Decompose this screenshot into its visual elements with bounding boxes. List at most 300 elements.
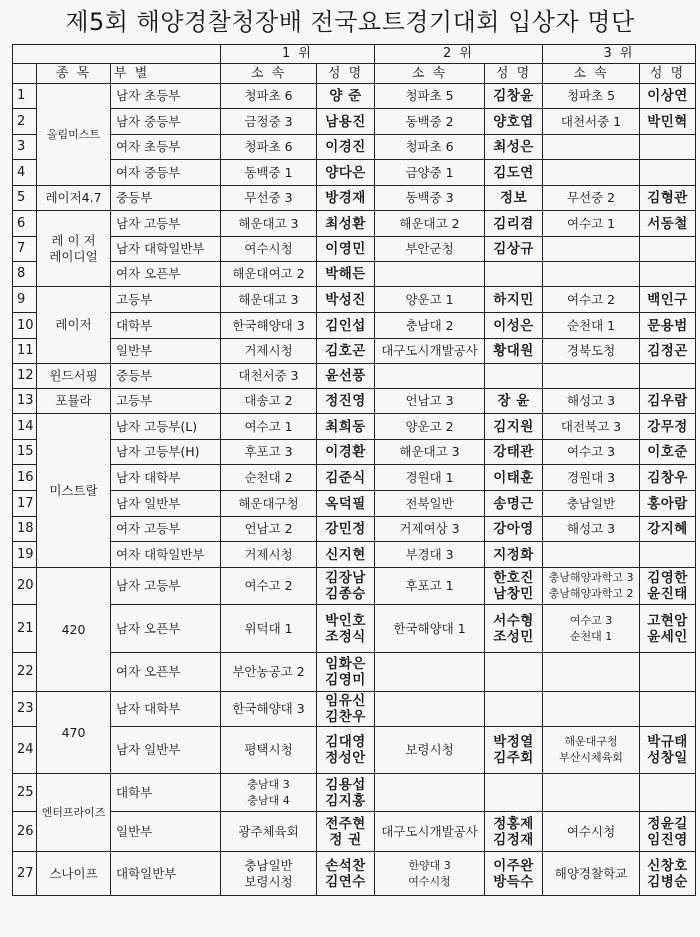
division-name: 고등부 bbox=[111, 287, 221, 313]
affiliation-1 bbox=[221, 727, 317, 774]
affiliation-1 bbox=[221, 160, 317, 186]
table-row bbox=[13, 692, 696, 727]
affiliation-1 bbox=[221, 414, 317, 440]
affiliation-1 bbox=[221, 389, 317, 414]
athlete-name-3 bbox=[640, 237, 696, 262]
affiliation-2 bbox=[375, 135, 485, 160]
athlete-name-2-line: 방득수 bbox=[493, 873, 534, 890]
division-name: 중등부 bbox=[111, 364, 221, 389]
athlete-name-2-line: 한호진 bbox=[493, 570, 534, 586]
affiliation-3-line: 해양경찰학교 bbox=[554, 865, 628, 881]
affiliation-2-line: 양운고 2 bbox=[405, 418, 454, 434]
affiliation-3 bbox=[543, 852, 640, 896]
affiliation-1 bbox=[221, 287, 317, 313]
affiliation-1-line: 한국해양대 3 bbox=[232, 317, 305, 333]
affiliation-3 bbox=[543, 414, 640, 440]
athlete-name-1 bbox=[317, 339, 375, 364]
athlete-name-2-line: 강아영 bbox=[493, 521, 534, 537]
athlete-name-3 bbox=[640, 852, 696, 896]
division-name: 남자 고등부 bbox=[111, 568, 221, 605]
athlete-name-1-line: 최성환 bbox=[325, 215, 366, 232]
affiliation-2 bbox=[375, 727, 485, 774]
division-name: 대학일반부 bbox=[111, 852, 221, 896]
header-division: 부 별 bbox=[111, 64, 221, 84]
header-org-2: 소 속 bbox=[375, 64, 485, 84]
athlete-name-2-line: 장 윤 bbox=[497, 393, 530, 409]
athlete-name-1 bbox=[317, 109, 375, 135]
header-event: 종 목 bbox=[37, 64, 111, 84]
athlete-name-1 bbox=[317, 852, 375, 896]
division-name: 남자 대학일반부 bbox=[111, 237, 221, 262]
affiliation-1-line: 충남일반 bbox=[244, 857, 293, 873]
athlete-name-2-line: 서수형 bbox=[493, 612, 534, 629]
athlete-name-1-line: 남용진 bbox=[325, 113, 366, 130]
division-name: 남자 대학부 bbox=[111, 692, 221, 727]
affiliation-1-line: 청파초 6 bbox=[244, 139, 293, 154]
table-row bbox=[13, 186, 696, 211]
table-row bbox=[13, 852, 696, 896]
division-name: 남자 일반부 bbox=[111, 491, 221, 517]
table-row bbox=[13, 517, 696, 542]
athlete-name-1-line: 전주현 bbox=[325, 815, 366, 832]
athlete-name-3-line: 강무정 bbox=[647, 418, 688, 435]
affiliation-3 bbox=[543, 605, 640, 653]
athlete-name-3 bbox=[640, 692, 696, 727]
affiliation-3 bbox=[543, 517, 640, 542]
affiliation-1 bbox=[221, 364, 317, 389]
athlete-name-1 bbox=[317, 262, 375, 287]
table-row bbox=[13, 414, 696, 440]
athlete-name-2-line: 강태관 bbox=[493, 444, 534, 460]
affiliation-2 bbox=[375, 109, 485, 135]
affiliation-3-line: 해운대구청 bbox=[564, 735, 618, 748]
division-name: 일반부 bbox=[111, 812, 221, 852]
affiliation-2-line: 금양중 1 bbox=[405, 164, 454, 180]
header-name-1: 성 명 bbox=[317, 64, 375, 84]
division-name: 남자 고등부(L) bbox=[111, 414, 221, 440]
athlete-name-1 bbox=[317, 568, 375, 605]
athlete-name-1-line: 김호곤 bbox=[325, 343, 366, 359]
athlete-name-1 bbox=[317, 491, 375, 517]
athlete-name-2-line: 황대원 bbox=[493, 343, 534, 359]
athlete-name-2-line: 정보 bbox=[499, 190, 528, 206]
athlete-name-3-line: 고현암 bbox=[647, 612, 688, 629]
division-name: 여자 대학일반부 bbox=[111, 542, 221, 568]
row-number: 19 bbox=[13, 542, 37, 568]
affiliation-3 bbox=[543, 262, 640, 287]
affiliation-3 bbox=[543, 364, 640, 389]
affiliation-3 bbox=[543, 237, 640, 262]
table-row bbox=[13, 313, 696, 339]
athlete-name-2-line: 이주완 bbox=[493, 857, 534, 874]
affiliation-1-line: 광주체육회 bbox=[238, 823, 299, 839]
row-number: 6 bbox=[13, 211, 37, 237]
athlete-name-2-line: 이태훈 bbox=[493, 469, 534, 486]
affiliation-3 bbox=[543, 692, 640, 727]
row-number: 9 bbox=[13, 287, 37, 313]
affiliation-3-line: 해성고 3 bbox=[566, 521, 616, 536]
athlete-name-1-line: 김찬우 bbox=[325, 709, 366, 725]
athlete-name-1-line: 김대영 bbox=[325, 734, 366, 750]
athlete-name-2 bbox=[485, 491, 543, 517]
header-name-2: 성 명 bbox=[485, 64, 543, 84]
athlete-name-1-line: 양 준 bbox=[329, 88, 362, 104]
athlete-name-3-line: 서동철 bbox=[647, 215, 688, 232]
affiliation-1 bbox=[221, 109, 317, 135]
affiliation-1 bbox=[221, 653, 317, 692]
athlete-name-2-line: 김주회 bbox=[493, 750, 534, 766]
affiliation-2 bbox=[375, 84, 485, 109]
affiliation-2-line: 후포고 1 bbox=[405, 578, 454, 593]
affiliation-3 bbox=[543, 135, 640, 160]
affiliation-1 bbox=[221, 852, 317, 896]
table-row bbox=[13, 237, 696, 262]
table-row bbox=[13, 491, 696, 517]
event-name: 420 bbox=[37, 568, 111, 692]
affiliation-1 bbox=[221, 237, 317, 262]
athlete-name-2-line: 조성민 bbox=[493, 628, 534, 645]
affiliation-3 bbox=[543, 542, 640, 568]
athlete-name-1 bbox=[317, 313, 375, 339]
athlete-name-2-line: 박정열 bbox=[493, 734, 534, 750]
affiliation-2 bbox=[375, 605, 485, 653]
affiliation-1-line: 순천대 2 bbox=[244, 469, 293, 485]
affiliation-3 bbox=[543, 186, 640, 211]
affiliation-2 bbox=[375, 414, 485, 440]
division-name: 여자 오픈부 bbox=[111, 262, 221, 287]
affiliation-2 bbox=[375, 339, 485, 364]
affiliation-1 bbox=[221, 692, 317, 727]
athlete-name-1 bbox=[317, 605, 375, 653]
affiliation-2-line: 경원대 1 bbox=[405, 469, 454, 485]
affiliation-2-line: 한양대 3 bbox=[408, 858, 451, 872]
athlete-name-1-line: 양다은 bbox=[325, 164, 366, 181]
athlete-name-3-line: 이상연 bbox=[647, 88, 688, 104]
affiliation-2 bbox=[375, 313, 485, 339]
affiliation-1-line: 무선중 3 bbox=[244, 190, 293, 205]
athlete-name-3-line: 문용범 bbox=[647, 317, 688, 334]
affiliation-1 bbox=[221, 812, 317, 852]
affiliation-2-line: 동백중 2 bbox=[405, 113, 454, 129]
row-number: 8 bbox=[13, 262, 37, 287]
athlete-name-1 bbox=[317, 135, 375, 160]
athlete-name-3 bbox=[640, 84, 696, 109]
athlete-name-3 bbox=[640, 186, 696, 211]
athlete-name-2 bbox=[485, 287, 543, 313]
row-number: 25 bbox=[13, 774, 37, 812]
row-number: 13 bbox=[13, 389, 37, 414]
table-row bbox=[13, 605, 696, 653]
athlete-name-3 bbox=[640, 542, 696, 568]
table-row bbox=[13, 211, 696, 237]
affiliation-3-line: 대천서중 1 bbox=[560, 113, 622, 129]
table-row bbox=[13, 568, 696, 605]
affiliation-3 bbox=[543, 84, 640, 109]
header-place-1: 1 위 bbox=[221, 45, 375, 64]
affiliation-1-line: 해운대여고 2 bbox=[232, 266, 305, 281]
row-number: 12 bbox=[13, 364, 37, 389]
athlete-name-3-line: 김영한 bbox=[647, 570, 688, 586]
athlete-name-1 bbox=[317, 414, 375, 440]
row-number: 10 bbox=[13, 313, 37, 339]
row-number: 26 bbox=[13, 812, 37, 852]
affiliation-3 bbox=[543, 568, 640, 605]
athlete-name-1-line: 박인호 bbox=[325, 612, 366, 629]
row-number: 16 bbox=[13, 465, 37, 491]
affiliation-2-line: 여수시청 bbox=[408, 874, 451, 888]
affiliation-2 bbox=[375, 237, 485, 262]
row-number: 5 bbox=[13, 186, 37, 211]
header-row-places bbox=[13, 45, 696, 64]
affiliation-1-line: 여수고 1 bbox=[244, 418, 293, 434]
affiliation-3-line: 여수고 3 bbox=[566, 444, 616, 459]
affiliation-1 bbox=[221, 186, 317, 211]
row-number: 17 bbox=[13, 491, 37, 517]
athlete-name-1-line: 최희동 bbox=[325, 418, 366, 435]
athlete-name-3-line: 김정곤 bbox=[647, 343, 688, 359]
athlete-name-2 bbox=[485, 84, 543, 109]
athlete-name-2 bbox=[485, 339, 543, 364]
division-name: 남자 일반부 bbox=[111, 727, 221, 774]
athlete-name-1-line: 김종승 bbox=[325, 586, 366, 602]
athlete-name-3 bbox=[640, 605, 696, 653]
athlete-name-3-line: 성창일 bbox=[647, 750, 688, 766]
athlete-name-3 bbox=[640, 160, 696, 186]
division-name: 여자 고등부 bbox=[111, 517, 221, 542]
affiliation-1-line: 한국해양대 3 bbox=[232, 701, 305, 716]
athlete-name-3 bbox=[640, 491, 696, 517]
athlete-name-1-line: 조정식 bbox=[325, 628, 366, 645]
affiliation-1-line: 부안농공고 2 bbox=[232, 664, 305, 679]
athlete-name-2 bbox=[485, 852, 543, 896]
affiliation-3-line: 여수고 3 bbox=[569, 613, 613, 627]
header-place-3: 3 위 bbox=[543, 45, 696, 64]
affiliation-3 bbox=[543, 491, 640, 517]
table-row bbox=[13, 440, 696, 465]
event-name: 포뮬라 bbox=[37, 389, 111, 414]
table-row bbox=[13, 135, 696, 160]
division-name: 남자 고등부 bbox=[111, 211, 221, 237]
affiliation-2 bbox=[375, 440, 485, 465]
affiliation-1-line: 거제시청 bbox=[244, 546, 293, 562]
athlete-name-2-line: 김상규 bbox=[493, 241, 534, 257]
athlete-name-3-line: 박규태 bbox=[647, 734, 688, 750]
athlete-name-3 bbox=[640, 211, 696, 237]
athlete-name-1-line: 김연수 bbox=[325, 873, 366, 890]
athlete-name-1 bbox=[317, 812, 375, 852]
athlete-name-2-line: 김지원 bbox=[493, 418, 534, 435]
athlete-name-1 bbox=[317, 542, 375, 568]
table-row bbox=[13, 812, 696, 852]
athlete-name-1-line: 정진영 bbox=[325, 393, 366, 409]
affiliation-2 bbox=[375, 465, 485, 491]
affiliation-1 bbox=[221, 465, 317, 491]
affiliation-1-line: 금정중 3 bbox=[244, 113, 293, 129]
affiliation-2-line: 해운대고 3 bbox=[399, 444, 460, 459]
event-name: 레이저 bbox=[37, 287, 111, 364]
athlete-name-3-line: 김형관 bbox=[647, 190, 688, 206]
athlete-name-3-line: 임진영 bbox=[647, 831, 688, 848]
affiliation-2-line: 언남고 3 bbox=[405, 393, 454, 408]
athlete-name-3 bbox=[640, 313, 696, 339]
affiliation-1-line: 동백중 1 bbox=[244, 164, 293, 180]
affiliation-3-line: 여수고 1 bbox=[566, 215, 616, 231]
results-table-body bbox=[13, 45, 696, 896]
athlete-name-3-line: 강지혜 bbox=[647, 521, 688, 537]
affiliation-3-line: 여수고 2 bbox=[566, 291, 616, 307]
affiliation-3-line: 충남해양과학고 2 bbox=[548, 587, 634, 600]
table-row bbox=[13, 339, 696, 364]
athlete-name-3 bbox=[640, 109, 696, 135]
affiliation-1 bbox=[221, 339, 317, 364]
table-row bbox=[13, 262, 696, 287]
athlete-name-2-line: 최성은 bbox=[493, 139, 534, 155]
division-name: 남자 대학부 bbox=[111, 465, 221, 491]
athlete-name-2-line: 정홍제 bbox=[493, 815, 534, 832]
athlete-name-2-line: 김정재 bbox=[493, 831, 534, 848]
affiliation-1 bbox=[221, 491, 317, 517]
affiliation-1 bbox=[221, 605, 317, 653]
athlete-name-2-line: 송명근 bbox=[493, 495, 534, 512]
athlete-name-2 bbox=[485, 692, 543, 727]
affiliation-1-line: 충남대 4 bbox=[247, 793, 290, 807]
division-name: 남자 초등부 bbox=[111, 84, 221, 109]
athlete-name-1-line: 이경환 bbox=[325, 444, 366, 460]
athlete-name-3-line: 신창호 bbox=[647, 857, 688, 874]
event-name: 470 bbox=[37, 692, 111, 774]
row-number: 4 bbox=[13, 160, 37, 186]
division-name: 남자 고등부(H) bbox=[111, 440, 221, 465]
athlete-name-1-line: 방경재 bbox=[325, 190, 366, 206]
athlete-name-1 bbox=[317, 211, 375, 237]
affiliation-2 bbox=[375, 852, 485, 896]
athlete-name-2-line: 하지민 bbox=[493, 291, 534, 308]
header-org-3: 소 속 bbox=[543, 64, 640, 84]
affiliation-3 bbox=[543, 109, 640, 135]
event-name: 올림미스트 bbox=[37, 84, 111, 186]
header-place-2: 2 위 bbox=[375, 45, 543, 64]
athlete-name-3-line: 윤세인 bbox=[647, 628, 688, 645]
affiliation-1 bbox=[221, 262, 317, 287]
athlete-name-2 bbox=[485, 568, 543, 605]
division-name: 일반부 bbox=[111, 339, 221, 364]
results-table bbox=[12, 44, 696, 896]
affiliation-3 bbox=[543, 339, 640, 364]
affiliation-2-line: 거제여상 3 bbox=[399, 521, 460, 536]
affiliation-2-line: 청파초 5 bbox=[405, 88, 454, 103]
affiliation-2 bbox=[375, 517, 485, 542]
athlete-name-2 bbox=[485, 211, 543, 237]
division-name: 중등부 bbox=[111, 186, 221, 211]
row-number: 14 bbox=[13, 414, 37, 440]
athlete-name-2 bbox=[485, 653, 543, 692]
affiliation-2 bbox=[375, 653, 485, 692]
athlete-name-1 bbox=[317, 465, 375, 491]
affiliation-2 bbox=[375, 287, 485, 313]
athlete-name-2-line: 지정화 bbox=[493, 546, 534, 563]
page-title: 제5회 해양경찰청장배 전국요트경기대회 입상자 명단 bbox=[65, 8, 635, 36]
athlete-name-3 bbox=[640, 339, 696, 364]
athlete-name-1-line: 김지홍 bbox=[325, 792, 366, 809]
athlete-name-1-line: 김영미 bbox=[325, 672, 366, 688]
athlete-name-3-line: 이호준 bbox=[647, 444, 688, 460]
athlete-name-3 bbox=[640, 517, 696, 542]
athlete-name-2 bbox=[485, 517, 543, 542]
affiliation-2-line: 부경대 3 bbox=[405, 546, 454, 562]
row-number: 27 bbox=[13, 852, 37, 896]
affiliation-2 bbox=[375, 364, 485, 389]
athlete-name-1-line: 김장남 bbox=[325, 570, 366, 586]
table-row bbox=[13, 160, 696, 186]
table-row bbox=[13, 84, 696, 109]
affiliation-3 bbox=[543, 727, 640, 774]
affiliation-3-line: 충남일반 bbox=[566, 495, 616, 511]
athlete-name-3 bbox=[640, 135, 696, 160]
affiliation-1 bbox=[221, 774, 317, 812]
affiliation-1-line: 여수시청 bbox=[244, 241, 293, 256]
division-name: 대학부 bbox=[111, 774, 221, 812]
affiliation-3-line: 순천대 1 bbox=[566, 317, 616, 333]
row-number: 11 bbox=[13, 339, 37, 364]
athlete-name-2 bbox=[485, 160, 543, 186]
athlete-name-1 bbox=[317, 727, 375, 774]
affiliation-1-line: 청파초 6 bbox=[244, 88, 293, 103]
affiliation-3-line: 청파초 5 bbox=[566, 88, 616, 103]
table-row bbox=[13, 109, 696, 135]
event-name: 미스트랄 bbox=[37, 414, 111, 568]
athlete-name-2 bbox=[485, 262, 543, 287]
affiliation-2 bbox=[375, 491, 485, 517]
athlete-name-2 bbox=[485, 727, 543, 774]
athlete-name-1-line: 이영민 bbox=[325, 241, 366, 257]
athlete-name-2 bbox=[485, 605, 543, 653]
affiliation-2-line: 해운대고 2 bbox=[399, 215, 460, 231]
affiliation-2-line: 대구도시개발공사 bbox=[381, 823, 478, 839]
header-row-columns bbox=[13, 64, 696, 84]
division-name: 여자 중등부 bbox=[111, 160, 221, 186]
athlete-name-2 bbox=[485, 774, 543, 812]
header-name-3: 성 명 bbox=[640, 64, 696, 84]
athlete-name-3-line: 백인구 bbox=[647, 291, 688, 308]
athlete-name-2 bbox=[485, 237, 543, 262]
affiliation-1-line: 평택시청 bbox=[244, 742, 293, 757]
affiliation-3 bbox=[543, 389, 640, 414]
affiliation-3 bbox=[543, 313, 640, 339]
athlete-name-1 bbox=[317, 389, 375, 414]
affiliation-2 bbox=[375, 389, 485, 414]
athlete-name-1-line: 김용섭 bbox=[325, 776, 366, 793]
row-number: 20 bbox=[13, 568, 37, 605]
affiliation-2 bbox=[375, 774, 485, 812]
division-name: 남자 오픈부 bbox=[111, 605, 221, 653]
affiliation-3-line: 부산시체육회 bbox=[559, 751, 623, 764]
athlete-name-2-line: 남창민 bbox=[493, 586, 534, 602]
athlete-name-3 bbox=[640, 364, 696, 389]
athlete-name-1 bbox=[317, 653, 375, 692]
row-number: 15 bbox=[13, 440, 37, 465]
affiliation-1-line: 해운대구청 bbox=[238, 495, 299, 511]
table-row bbox=[13, 774, 696, 812]
affiliation-1 bbox=[221, 313, 317, 339]
affiliation-2-line: 동백중 3 bbox=[405, 190, 454, 205]
athlete-name-1 bbox=[317, 774, 375, 812]
event-name: 윈드서핑 bbox=[37, 364, 111, 389]
row-number: 7 bbox=[13, 237, 37, 262]
athlete-name-3 bbox=[640, 653, 696, 692]
athlete-name-3 bbox=[640, 568, 696, 605]
athlete-name-3-line: 김병순 bbox=[647, 873, 688, 890]
affiliation-1 bbox=[221, 542, 317, 568]
